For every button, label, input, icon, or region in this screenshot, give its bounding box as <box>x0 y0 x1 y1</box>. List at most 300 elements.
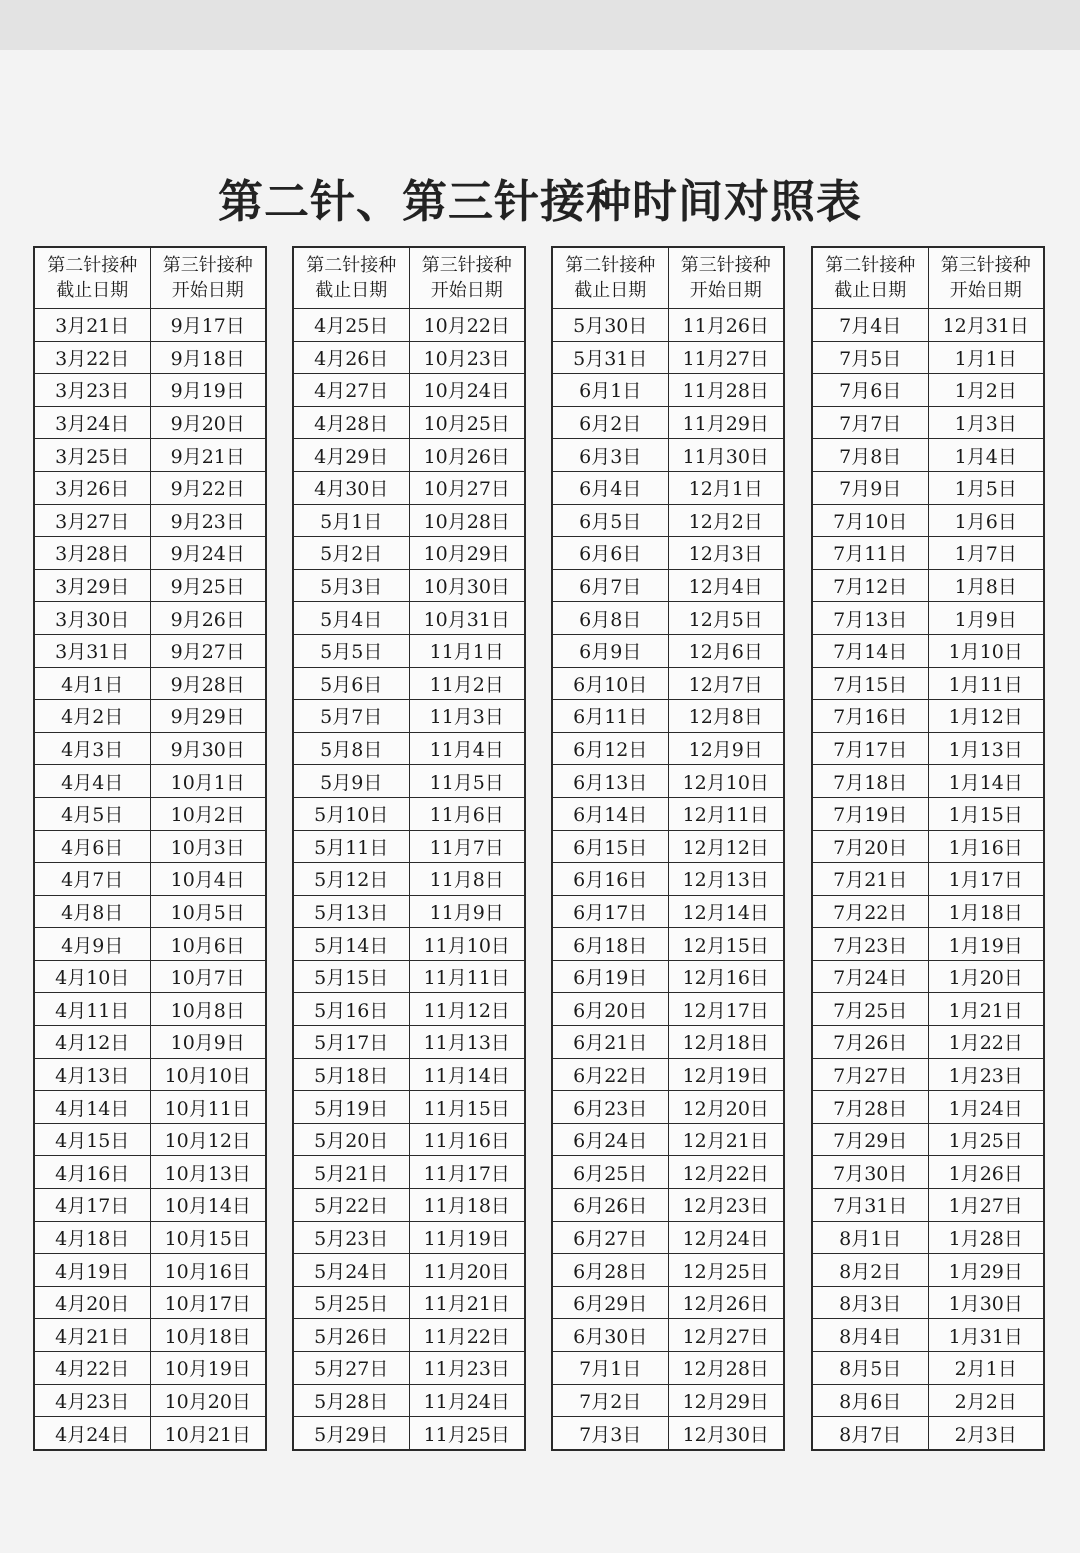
second-dose-deadline-cell: 6月14日 <box>552 797 668 830</box>
second-dose-deadline-cell: 6月27日 <box>552 1221 668 1254</box>
third-dose-start-cell: 11月3日 <box>409 700 525 733</box>
table-row <box>552 602 784 635</box>
table-row <box>552 634 784 667</box>
second-dose-deadline-cell: 4月7日 <box>34 863 150 896</box>
table-row <box>34 1189 266 1222</box>
table-row <box>293 830 525 863</box>
third-dose-start-cell: 10月26日 <box>409 439 525 472</box>
third-dose-start-cell: 11月20日 <box>409 1254 525 1287</box>
third-dose-start-cell: 12月2日 <box>668 504 784 537</box>
page-title: 第二针、第三针接种时间对照表 <box>217 175 862 228</box>
table-row <box>812 634 1044 667</box>
second-dose-deadline-cell: 3月21日 <box>34 309 150 342</box>
third-dose-start-cell: 1月25日 <box>928 1123 1044 1156</box>
table-row <box>812 1384 1044 1417</box>
table-row <box>293 1319 525 1352</box>
header-second-dose-deadline <box>34 247 150 309</box>
third-dose-start-cell: 11月18日 <box>409 1189 525 1222</box>
second-dose-deadline-cell: 4月16日 <box>34 1156 150 1189</box>
table-row <box>812 504 1044 537</box>
table-row <box>293 960 525 993</box>
second-dose-deadline-cell: 5月13日 <box>293 895 409 928</box>
second-dose-deadline-cell: 7月22日 <box>812 895 928 928</box>
table-row <box>812 765 1044 798</box>
table-row <box>34 569 266 602</box>
third-dose-start-cell: 12月12日 <box>668 830 784 863</box>
table-row <box>812 1189 1044 1222</box>
second-dose-deadline-cell: 7月13日 <box>812 602 928 635</box>
second-dose-deadline-cell: 7月28日 <box>812 1091 928 1124</box>
table-row <box>293 504 525 537</box>
third-dose-start-cell: 10月10日 <box>150 1058 266 1091</box>
table-row <box>34 765 266 798</box>
second-dose-deadline-cell: 5月23日 <box>293 1221 409 1254</box>
table-row <box>293 1026 525 1059</box>
second-dose-deadline-cell: 8月7日 <box>812 1417 928 1450</box>
second-dose-deadline-cell: 7月31日 <box>812 1189 928 1222</box>
third-dose-start-cell: 1月28日 <box>928 1221 1044 1254</box>
table-row <box>293 1058 525 1091</box>
third-dose-start-cell: 10月8日 <box>150 993 266 1026</box>
table-row <box>552 439 784 472</box>
table-row <box>552 863 784 896</box>
third-dose-start-cell: 1月24日 <box>928 1091 1044 1124</box>
table-row <box>552 1221 784 1254</box>
table-row <box>812 797 1044 830</box>
second-dose-deadline-cell: 7月11日 <box>812 537 928 570</box>
table-row <box>552 537 784 570</box>
second-dose-deadline-cell: 6月30日 <box>552 1319 668 1352</box>
second-dose-deadline-cell: 4月1日 <box>34 667 150 700</box>
third-dose-start-cell: 11月12日 <box>409 993 525 1026</box>
third-dose-start-cell: 11月5日 <box>409 765 525 798</box>
third-dose-start-cell: 9月29日 <box>150 700 266 733</box>
header-line: 截止日期 <box>315 280 388 301</box>
third-dose-start-cell: 12月23日 <box>668 1189 784 1222</box>
table-row <box>34 341 266 374</box>
third-dose-start-cell: 9月19日 <box>150 374 266 407</box>
third-dose-start-cell: 1月31日 <box>928 1319 1044 1352</box>
table-row <box>812 341 1044 374</box>
second-dose-deadline-cell: 8月1日 <box>812 1221 928 1254</box>
third-dose-start-cell: 10月27日 <box>409 471 525 504</box>
header-second-dose-deadline <box>812 247 928 309</box>
second-dose-deadline-cell: 5月31日 <box>552 341 668 374</box>
third-dose-start-cell: 11月11日 <box>409 960 525 993</box>
third-dose-start-cell: 11月29日 <box>668 406 784 439</box>
third-dose-start-cell: 1月15日 <box>928 797 1044 830</box>
third-dose-start-cell: 12月4日 <box>668 569 784 602</box>
third-dose-start-cell: 1月1日 <box>928 341 1044 374</box>
third-dose-start-cell: 11月15日 <box>409 1091 525 1124</box>
second-dose-deadline-cell: 6月3日 <box>552 439 668 472</box>
second-dose-deadline-cell: 8月6日 <box>812 1384 928 1417</box>
second-dose-deadline-cell: 5月25日 <box>293 1286 409 1319</box>
table-row <box>34 1286 266 1319</box>
table-row <box>34 1319 266 1352</box>
second-dose-deadline-cell: 3月28日 <box>34 537 150 570</box>
second-dose-deadline-cell: 7月6日 <box>812 374 928 407</box>
second-dose-deadline-cell: 7月9日 <box>812 471 928 504</box>
third-dose-start-cell: 9月27日 <box>150 634 266 667</box>
second-dose-deadline-cell: 4月25日 <box>293 309 409 342</box>
table-row <box>812 732 1044 765</box>
second-dose-deadline-cell: 7月19日 <box>812 797 928 830</box>
table-row <box>812 1319 1044 1352</box>
third-dose-start-cell: 1月10日 <box>928 634 1044 667</box>
third-dose-start-cell: 12月16日 <box>668 960 784 993</box>
table-row <box>34 1058 266 1091</box>
third-dose-start-cell: 9月25日 <box>150 569 266 602</box>
table-row <box>34 863 266 896</box>
second-dose-deadline-cell: 7月29日 <box>812 1123 928 1156</box>
header-line: 开始日期 <box>689 280 762 301</box>
second-dose-deadline-cell: 6月17日 <box>552 895 668 928</box>
table-row <box>293 341 525 374</box>
second-dose-deadline-cell: 4月17日 <box>34 1189 150 1222</box>
table-row <box>552 895 784 928</box>
table-row <box>34 1384 266 1417</box>
table-row <box>34 667 266 700</box>
third-dose-start-cell: 10月11日 <box>150 1091 266 1124</box>
second-dose-deadline-cell: 7月1日 <box>552 1352 668 1385</box>
table-row <box>34 634 266 667</box>
table-row <box>812 895 1044 928</box>
table-row <box>812 1026 1044 1059</box>
second-dose-deadline-cell: 6月23日 <box>552 1091 668 1124</box>
table-row <box>293 1417 525 1450</box>
table-row <box>552 1026 784 1059</box>
second-dose-deadline-cell: 7月15日 <box>812 667 928 700</box>
table-row <box>293 895 525 928</box>
second-dose-deadline-cell: 4月27日 <box>293 374 409 407</box>
third-dose-start-cell: 11月19日 <box>409 1221 525 1254</box>
third-dose-start-cell: 11月28日 <box>668 374 784 407</box>
header-line: 第三针接种 <box>162 255 253 276</box>
third-dose-start-cell: 12月3日 <box>668 537 784 570</box>
second-dose-deadline-cell: 6月21日 <box>552 1026 668 1059</box>
table-row <box>812 1156 1044 1189</box>
third-dose-start-cell: 10月4日 <box>150 863 266 896</box>
table-row <box>34 1156 266 1189</box>
second-dose-deadline-cell: 7月12日 <box>812 569 928 602</box>
second-dose-deadline-cell: 5月21日 <box>293 1156 409 1189</box>
table-row <box>34 1026 266 1059</box>
second-dose-deadline-cell: 5月19日 <box>293 1091 409 1124</box>
third-dose-start-cell: 1月7日 <box>928 537 1044 570</box>
third-dose-start-cell: 1月21日 <box>928 993 1044 1026</box>
second-dose-deadline-cell: 4月30日 <box>293 471 409 504</box>
second-dose-deadline-cell: 5月20日 <box>293 1123 409 1156</box>
second-dose-deadline-cell: 8月3日 <box>812 1286 928 1319</box>
header-line: 截止日期 <box>574 280 647 301</box>
third-dose-start-cell: 1月12日 <box>928 700 1044 733</box>
third-dose-start-cell: 11月4日 <box>409 732 525 765</box>
second-dose-deadline-cell: 7月8日 <box>812 439 928 472</box>
table-row <box>812 1123 1044 1156</box>
third-dose-start-cell: 11月23日 <box>409 1352 525 1385</box>
second-dose-deadline-cell: 6月8日 <box>552 602 668 635</box>
table-row <box>34 1254 266 1287</box>
second-dose-deadline-cell: 7月20日 <box>812 830 928 863</box>
table-row <box>552 1352 784 1385</box>
third-dose-start-cell: 10月14日 <box>150 1189 266 1222</box>
table-row <box>552 1123 784 1156</box>
second-dose-deadline-cell: 5月28日 <box>293 1384 409 1417</box>
second-dose-deadline-cell: 7月18日 <box>812 765 928 798</box>
table-row <box>552 374 784 407</box>
third-dose-start-cell: 10月20日 <box>150 1384 266 1417</box>
third-dose-start-cell: 12月9日 <box>668 732 784 765</box>
second-dose-deadline-cell: 4月14日 <box>34 1091 150 1124</box>
header-line: 截止日期 <box>834 280 907 301</box>
third-dose-start-cell: 12月13日 <box>668 863 784 896</box>
third-dose-start-cell: 10月12日 <box>150 1123 266 1156</box>
second-dose-deadline-cell: 4月15日 <box>34 1123 150 1156</box>
second-dose-deadline-cell: 6月25日 <box>552 1156 668 1189</box>
third-dose-start-cell: 12月17日 <box>668 993 784 1026</box>
table-row <box>812 993 1044 1026</box>
third-dose-start-cell: 11月9日 <box>409 895 525 928</box>
second-dose-deadline-cell: 5月18日 <box>293 1058 409 1091</box>
table-row <box>812 374 1044 407</box>
third-dose-start-cell: 2月3日 <box>928 1417 1044 1450</box>
third-dose-start-cell: 10月24日 <box>409 374 525 407</box>
third-dose-start-cell: 11月1日 <box>409 634 525 667</box>
header-line: 第二针接种 <box>825 255 916 276</box>
third-dose-start-cell: 9月17日 <box>150 309 266 342</box>
third-dose-start-cell: 1月27日 <box>928 1189 1044 1222</box>
table-row <box>34 504 266 537</box>
table-header-row <box>34 247 266 309</box>
third-dose-start-cell: 10月19日 <box>150 1352 266 1385</box>
second-dose-deadline-cell: 6月26日 <box>552 1189 668 1222</box>
date-table-4 <box>811 246 1045 1451</box>
third-dose-start-cell: 1月18日 <box>928 895 1044 928</box>
table-row <box>812 960 1044 993</box>
second-dose-deadline-cell: 5月24日 <box>293 1254 409 1287</box>
third-dose-start-cell: 12月7日 <box>668 667 784 700</box>
table-row <box>34 1221 266 1254</box>
second-dose-deadline-cell: 5月17日 <box>293 1026 409 1059</box>
table-row <box>552 406 784 439</box>
header-second-dose-deadline <box>552 247 668 309</box>
second-dose-deadline-cell: 3月31日 <box>34 634 150 667</box>
second-dose-deadline-cell: 7月10日 <box>812 504 928 537</box>
table-row <box>293 1286 525 1319</box>
third-dose-start-cell: 10月21日 <box>150 1417 266 1450</box>
table-row <box>812 928 1044 961</box>
table-row <box>552 309 784 342</box>
third-dose-start-cell: 9月20日 <box>150 406 266 439</box>
table-row <box>293 1254 525 1287</box>
table-row <box>293 732 525 765</box>
table-row <box>293 1123 525 1156</box>
second-dose-deadline-cell: 4月6日 <box>34 830 150 863</box>
third-dose-start-cell: 12月31日 <box>928 309 1044 342</box>
table-header-row <box>552 247 784 309</box>
second-dose-deadline-cell: 6月28日 <box>552 1254 668 1287</box>
table-row <box>293 1352 525 1385</box>
second-dose-deadline-cell: 7月30日 <box>812 1156 928 1189</box>
second-dose-deadline-cell: 3月22日 <box>34 341 150 374</box>
table-row <box>34 1352 266 1385</box>
third-dose-start-cell: 11月10日 <box>409 928 525 961</box>
third-dose-start-cell: 12月14日 <box>668 895 784 928</box>
second-dose-deadline-cell: 5月22日 <box>293 1189 409 1222</box>
second-dose-deadline-cell: 4月24日 <box>34 1417 150 1450</box>
table-row <box>293 374 525 407</box>
second-dose-deadline-cell: 5月27日 <box>293 1352 409 1385</box>
table-row <box>812 1352 1044 1385</box>
second-dose-deadline-cell: 6月19日 <box>552 960 668 993</box>
table-header-row <box>812 247 1044 309</box>
second-dose-deadline-cell: 5月29日 <box>293 1417 409 1450</box>
table-row <box>552 1058 784 1091</box>
second-dose-deadline-cell: 7月3日 <box>552 1417 668 1450</box>
header-line: 第二针接种 <box>565 255 656 276</box>
second-dose-deadline-cell: 4月9日 <box>34 928 150 961</box>
second-dose-deadline-cell: 5月8日 <box>293 732 409 765</box>
second-dose-deadline-cell: 6月2日 <box>552 406 668 439</box>
table-row <box>552 797 784 830</box>
third-dose-start-cell: 10月9日 <box>150 1026 266 1059</box>
third-dose-start-cell: 11月14日 <box>409 1058 525 1091</box>
table-row <box>552 1319 784 1352</box>
second-dose-deadline-cell: 5月10日 <box>293 797 409 830</box>
table-row <box>552 1417 784 1450</box>
table-row <box>293 602 525 635</box>
third-dose-start-cell: 12月21日 <box>668 1123 784 1156</box>
second-dose-deadline-cell: 7月5日 <box>812 341 928 374</box>
second-dose-deadline-cell: 7月2日 <box>552 1384 668 1417</box>
second-dose-deadline-cell: 6月10日 <box>552 667 668 700</box>
header-third-dose-start <box>409 247 525 309</box>
second-dose-deadline-cell: 4月28日 <box>293 406 409 439</box>
second-dose-deadline-cell: 6月13日 <box>552 765 668 798</box>
third-dose-start-cell: 9月23日 <box>150 504 266 537</box>
second-dose-deadline-cell: 3月26日 <box>34 471 150 504</box>
table-row <box>293 309 525 342</box>
table-row <box>552 830 784 863</box>
third-dose-start-cell: 11月25日 <box>409 1417 525 1450</box>
third-dose-start-cell: 10月3日 <box>150 830 266 863</box>
third-dose-start-cell: 10月31日 <box>409 602 525 635</box>
third-dose-start-cell: 1月23日 <box>928 1058 1044 1091</box>
second-dose-deadline-cell: 3月30日 <box>34 602 150 635</box>
third-dose-start-cell: 1月22日 <box>928 1026 1044 1059</box>
third-dose-start-cell: 12月10日 <box>668 765 784 798</box>
third-dose-start-cell: 10月16日 <box>150 1254 266 1287</box>
table-row <box>812 439 1044 472</box>
table-row <box>812 830 1044 863</box>
table-row <box>34 1417 266 1450</box>
third-dose-start-cell: 1月20日 <box>928 960 1044 993</box>
third-dose-start-cell: 11月17日 <box>409 1156 525 1189</box>
third-dose-start-cell: 10月29日 <box>409 537 525 570</box>
third-dose-start-cell: 9月26日 <box>150 602 266 635</box>
second-dose-deadline-cell: 7月17日 <box>812 732 928 765</box>
second-dose-deadline-cell: 7月21日 <box>812 863 928 896</box>
third-dose-start-cell: 12月30日 <box>668 1417 784 1450</box>
second-dose-deadline-cell: 7月16日 <box>812 700 928 733</box>
third-dose-start-cell: 12月6日 <box>668 634 784 667</box>
second-dose-deadline-cell: 5月2日 <box>293 537 409 570</box>
third-dose-start-cell: 12月20日 <box>668 1091 784 1124</box>
table-row <box>34 1091 266 1124</box>
second-dose-deadline-cell: 4月8日 <box>34 895 150 928</box>
third-dose-start-cell: 1月9日 <box>928 602 1044 635</box>
table-row <box>552 341 784 374</box>
second-dose-deadline-cell: 3月24日 <box>34 406 150 439</box>
second-dose-deadline-cell: 5月14日 <box>293 928 409 961</box>
table-row <box>293 634 525 667</box>
table-row <box>812 863 1044 896</box>
header-line: 第三针接种 <box>940 255 1031 276</box>
date-table-1 <box>33 246 267 1451</box>
top-band <box>0 0 1080 50</box>
table-row <box>812 700 1044 733</box>
second-dose-deadline-cell: 6月12日 <box>552 732 668 765</box>
table-row <box>552 960 784 993</box>
second-dose-deadline-cell: 8月5日 <box>812 1352 928 1385</box>
third-dose-start-cell: 10月23日 <box>409 341 525 374</box>
header-line: 开始日期 <box>171 280 244 301</box>
third-dose-start-cell: 1月19日 <box>928 928 1044 961</box>
table-row <box>34 537 266 570</box>
table-row <box>34 439 266 472</box>
second-dose-deadline-cell: 4月4日 <box>34 765 150 798</box>
third-dose-start-cell: 1月26日 <box>928 1156 1044 1189</box>
second-dose-deadline-cell: 4月21日 <box>34 1319 150 1352</box>
table-row <box>34 406 266 439</box>
third-dose-start-cell: 11月8日 <box>409 863 525 896</box>
table-row <box>34 895 266 928</box>
table-row <box>293 797 525 830</box>
second-dose-deadline-cell: 7月23日 <box>812 928 928 961</box>
table-row <box>293 1156 525 1189</box>
third-dose-start-cell: 12月29日 <box>668 1384 784 1417</box>
third-dose-start-cell: 12月11日 <box>668 797 784 830</box>
third-dose-start-cell: 12月1日 <box>668 471 784 504</box>
table-row <box>552 1384 784 1417</box>
second-dose-deadline-cell: 4月19日 <box>34 1254 150 1287</box>
table-row <box>552 1091 784 1124</box>
date-table-2 <box>292 246 526 1451</box>
table-row <box>293 1384 525 1417</box>
table-row <box>812 667 1044 700</box>
second-dose-deadline-cell: 7月26日 <box>812 1026 928 1059</box>
second-dose-deadline-cell: 6月6日 <box>552 537 668 570</box>
third-dose-start-cell: 12月19日 <box>668 1058 784 1091</box>
second-dose-deadline-cell: 5月11日 <box>293 830 409 863</box>
third-dose-start-cell: 1月11日 <box>928 667 1044 700</box>
third-dose-start-cell: 1月3日 <box>928 406 1044 439</box>
header-third-dose-start <box>150 247 266 309</box>
third-dose-start-cell: 10月13日 <box>150 1156 266 1189</box>
third-dose-start-cell: 11月6日 <box>409 797 525 830</box>
table-row <box>293 439 525 472</box>
second-dose-deadline-cell: 4月5日 <box>34 797 150 830</box>
second-dose-deadline-cell: 6月15日 <box>552 830 668 863</box>
table-row <box>293 537 525 570</box>
third-dose-start-cell: 10月30日 <box>409 569 525 602</box>
third-dose-start-cell: 1月5日 <box>928 471 1044 504</box>
second-dose-deadline-cell: 4月18日 <box>34 1221 150 1254</box>
third-dose-start-cell: 11月26日 <box>668 309 784 342</box>
third-dose-start-cell: 12月22日 <box>668 1156 784 1189</box>
second-dose-deadline-cell: 5月12日 <box>293 863 409 896</box>
